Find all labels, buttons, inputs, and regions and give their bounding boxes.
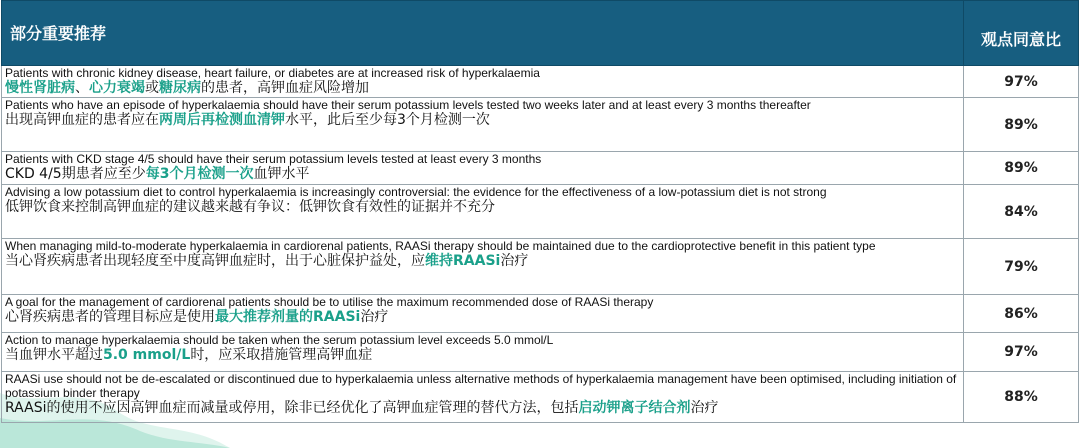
chinese-text: 水平，此后至少每3个月检测一次 xyxy=(285,112,490,128)
highlighted-text: 维持RAASi xyxy=(425,253,501,269)
chinese-text: 血钾水平 xyxy=(253,166,310,182)
table-row xyxy=(2,152,1079,185)
recommendation-cell xyxy=(2,66,964,98)
recommendation-english: Patients with chronic kidney disease, heart failure, or diabetes are at increased risk of hyperkalaemia xyxy=(5,66,540,80)
chinese-text: 低钾饮食来控制高钾血症的建议越来越有争议：低钾饮食有效性的证据并不充分 xyxy=(5,199,495,215)
recommendation-cell xyxy=(2,295,964,333)
recommendation-chinese xyxy=(5,309,960,326)
recommendation-english: When managing mild-to-moderate hyperkalaemia in cardiorenal patients, RAASi therapy should be maintained due to the cardioprotective benefit in this patient type xyxy=(5,239,876,253)
chinese-text: 或 xyxy=(145,80,159,96)
agreement-percentage: 89% xyxy=(964,98,1079,152)
table-row xyxy=(2,66,1079,98)
chinese-text: RAASi的使用不应因高钾血症而减量或停用，除非已经优化了高钾血症管理的替代方法，包括 xyxy=(5,400,579,416)
recommendation-english: Advising a low potassium diet to control hyperkalaemia is increasingly controversial: the evidence for the effectiveness of a low-potassium diet is not strong xyxy=(5,185,827,199)
highlighted-text: 最大推荐剂量的RAASi xyxy=(215,309,361,325)
agreement-percentage: 97% xyxy=(964,333,1079,372)
recommendations-table xyxy=(1,0,1079,423)
highlighted-text: 糖尿病 xyxy=(159,80,201,96)
table-row xyxy=(2,295,1079,333)
chinese-text: 出现高钾血症的患者应在 xyxy=(5,112,159,128)
recommendation-cell xyxy=(2,239,964,295)
table-row xyxy=(2,333,1079,372)
highlighted-text: 启动钾离子结合剂 xyxy=(578,400,691,416)
table-header-row xyxy=(2,1,1079,66)
chinese-text: CKD 4/5期患者应至少 xyxy=(5,166,146,182)
chinese-text: 治疗 xyxy=(360,309,389,325)
recommendation-cell xyxy=(2,372,964,423)
chinese-text: 当心肾疾病患者出现轻度至中度高钾血症时，出于心脏保护益处，应 xyxy=(5,253,425,269)
table-row xyxy=(2,239,1079,295)
chinese-text: 治疗 xyxy=(500,253,529,269)
agreement-percentage: 86% xyxy=(964,295,1079,333)
recommendation-cell xyxy=(2,98,964,152)
table-body xyxy=(2,66,1079,423)
recommendation-chinese xyxy=(5,112,960,129)
highlighted-text: 慢性肾脏病 xyxy=(5,80,75,96)
chinese-text: 心肾疾病患者的管理目标应是使用 xyxy=(5,309,215,325)
recommendation-chinese xyxy=(5,199,960,216)
chinese-text: 的患者，高钾血症风险增加 xyxy=(201,80,369,96)
recommendation-cell xyxy=(2,185,964,239)
recommendation-cell xyxy=(2,152,964,185)
table-row xyxy=(2,185,1079,239)
highlighted-text: 心力衰竭 xyxy=(89,80,145,96)
recommendation-cell xyxy=(2,333,964,372)
recommendation-english: Patients who have an episode of hyperkalaemia should have their serum potassium levels tested two weeks later and at least every 3 months thereafter xyxy=(5,98,811,112)
highlighted-text: 两周后再检测血清钾 xyxy=(159,112,285,128)
recommendation-english: Patients with CKD stage 4/5 should have their serum potassium levels tested at least every 3 months xyxy=(5,152,542,166)
agreement-percentage: 79% xyxy=(964,239,1079,295)
chinese-text: 当血钾水平超过 xyxy=(5,347,103,363)
agreement-percentage: 97% xyxy=(964,66,1079,98)
agreement-header: 观点同意比 xyxy=(964,1,1079,66)
highlighted-text: 5.0 mmol/L xyxy=(103,347,191,363)
agreement-percentage: 89% xyxy=(964,152,1079,185)
chinese-text: 治疗 xyxy=(690,400,719,416)
recommendation-english: Action to manage hyperkalaemia should be taken when the serum potassium level exceeds 5.0 mmol/L xyxy=(5,333,554,347)
recommendation-english: A goal for the management of cardiorenal patients should be to utilise the maximum recommended dose of RAASi therapy xyxy=(5,295,654,309)
recommendation-chinese xyxy=(5,166,960,183)
table-row xyxy=(2,372,1079,423)
recommendation-chinese xyxy=(5,253,960,270)
agreement-percentage: 88% xyxy=(964,372,1079,423)
chinese-text: 时，应采取措施管理高钾血症 xyxy=(190,347,373,363)
highlighted-text: 每3个月检测一次 xyxy=(145,166,254,182)
table-row xyxy=(2,98,1079,152)
recommendation-english: RAASi use should not be de-escalated or discontinued due to hyperkalaemia unless alternative methods of hyperkalaemia management have been optimised, including initiation of potassium binder therapy xyxy=(5,372,957,400)
recommendation-chinese xyxy=(5,347,960,364)
agreement-percentage: 84% xyxy=(964,185,1079,239)
recommendations-header: 部分重要推荐 xyxy=(2,1,964,66)
chinese-text: 、 xyxy=(75,80,89,96)
recommendation-chinese xyxy=(5,80,960,97)
recommendation-chinese xyxy=(5,400,960,417)
